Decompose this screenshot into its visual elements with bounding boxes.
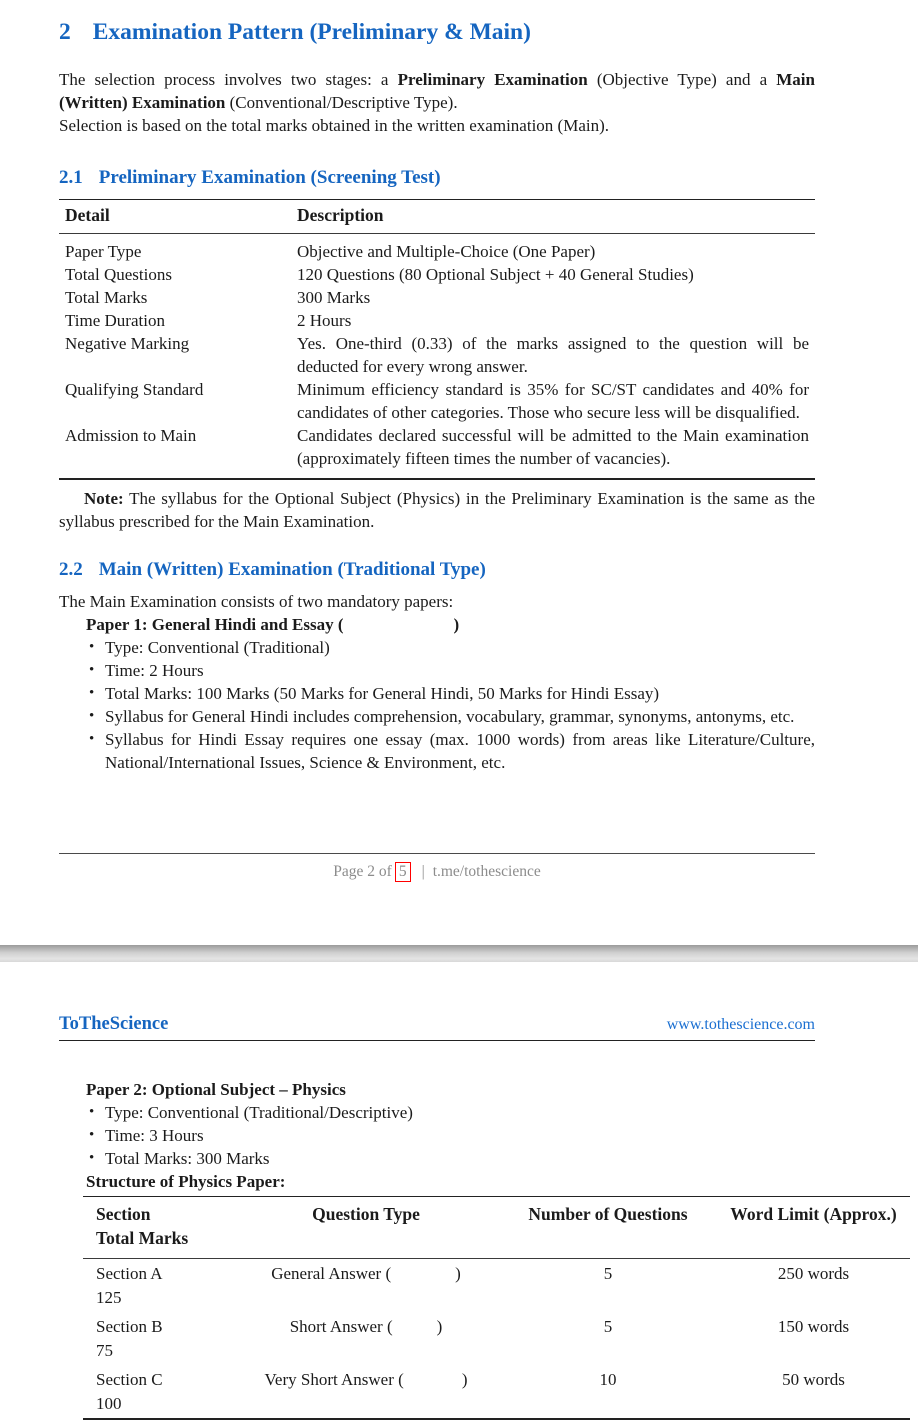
page-number-label: Page 2 of [333,863,392,880]
table-row [59,309,815,332]
word-limit-cell: 150 words [777,1317,850,1336]
table-row [59,424,815,479]
section-number: 2 [59,19,71,45]
question-type-cell [233,1259,499,1313]
table-row [59,286,815,309]
header-line1: Section [96,1204,151,1224]
bullet-item: • Time: 2 Hours [59,659,815,682]
section-marks: 75 [96,1341,113,1360]
paper2-bullet-list [59,1101,918,1170]
section-cell [83,1259,233,1313]
table-row [59,234,815,264]
description-cell: Yes. One-third (0.33) of the marks assigned to the question will be deducted for every wrong answer. [297,334,809,376]
subsection-title: Preliminary Examination (Screening Test) [98,167,441,188]
prelim-exam-table [59,199,815,480]
pdf-page-3 [0,962,918,1422]
question-type-close: ) [455,1264,461,1283]
page-footer [59,853,815,882]
main-exam-intro: The Main Examination consists of two mandatory papers: [59,592,454,611]
table-row [59,263,815,286]
description-cell: Objective and Multiple-Choice (One Paper) [297,242,596,261]
intro-text: (Objective Type) and a [587,70,777,89]
column-header-number-of-questions: Number of Questions [499,1197,717,1259]
structure-label: Structure of Physics Paper: [86,1172,286,1191]
num-questions-cell: 5 [603,1264,613,1283]
intro-bold-main: Main (Written) Examination [59,70,815,112]
table-row [83,1365,910,1419]
paper1-heading [59,613,815,636]
bullet-item: • Syllabus for Hindi Essay requires one essay (max. 1000 words) from areas like Literature/Culture, National/International Issues, Science & Environment, etc. [59,728,815,774]
detail-cell: Total Questions [65,265,172,284]
column-header-section [83,1197,233,1259]
word-limit-cell: 50 words [782,1370,845,1389]
website-link[interactable]: www.tothescience.com [666,1016,815,1033]
total-pages-link[interactable]: 5 [395,862,411,882]
subsection-title: Main (Written) Examination (Traditional Type) [98,559,486,580]
num-questions-cell: 5 [603,1317,613,1336]
section-name: Section B [96,1317,163,1336]
footer-separator: | [421,863,425,880]
bullet-item: • Time: 3 Hours [59,1124,918,1147]
intro-bold-prelim: Preliminary Examination [397,70,588,89]
column-header-detail: Detail [59,200,291,234]
description-cell: 300 Marks [297,288,371,307]
detail-cell: Qualifying Standard [65,380,204,399]
subsection-2-1-heading [59,165,815,190]
section-marks: 100 [96,1394,122,1413]
description-cell: Candidates declared successful will be admitted to the Main examination (approximately fifteen times the number of vacancies). [297,426,809,468]
word-limit-cell: 250 words [777,1264,850,1283]
detail-cell: Negative Marking [65,334,190,353]
detail-cell: Admission to Main [65,426,197,445]
question-type-text: General Answer ( [271,1264,392,1283]
table-row [83,1259,910,1313]
description-cell: 120 Questions (80 Optional Subject + 40 General Studies) [297,265,694,284]
table-row [59,332,815,378]
detail-cell: Total Marks [65,288,148,307]
section-heading [59,0,815,47]
intro-line2: Selection is based on the total marks obtained in the written examination (Main). [59,116,610,135]
intro-text: (Conventional/Descriptive Type). [225,93,458,112]
bullet-item: • Type: Conventional (Traditional/Descriptive) [59,1101,918,1124]
table-header-row [83,1197,910,1259]
intro-paragraph [59,68,815,137]
question-type-cell [233,1312,499,1365]
column-header-description: Description [291,200,815,234]
question-type-close: ) [436,1317,443,1336]
note-paragraph [59,487,815,533]
section-marks: 125 [96,1288,122,1307]
physics-structure-table [83,1196,910,1420]
subsection-number: 2.2 [59,559,83,580]
section-name: Section A [96,1264,163,1283]
detail-cell: Time Duration [65,311,165,330]
section-title: Examination Pattern (Preliminary & Main) [92,19,531,45]
table-row [59,378,815,424]
section-name: Section C [96,1370,163,1389]
brand-link[interactable]: ToTheScience [59,1014,169,1034]
column-header-word-limit: Word Limit (Approx.) [717,1197,910,1259]
description-cell: 2 Hours [297,311,352,330]
telegram-link[interactable]: t.me/tothescience [432,863,541,880]
section-cell [83,1365,233,1419]
paper2-heading: Paper 2: Optional Subject – Physics [86,1080,346,1099]
subsection-number: 2.1 [59,167,83,188]
note-label: Note: [84,489,124,508]
intro-text: The selection process involves two stages: a [59,70,398,89]
paper1-label-close: ) [453,615,460,634]
page-separator [0,945,918,962]
paper1-label: Paper 1: General Hindi and Essay ( [86,615,344,634]
question-type-text: Very Short Answer ( [264,1370,404,1389]
column-header-question-type: Question Type [233,1197,499,1259]
paper1-bullet-list [59,636,815,774]
bullet-item: • Type: Conventional (Traditional) [59,636,815,659]
num-questions-cell: 10 [599,1370,617,1389]
header-line2-total-marks: Total Marks [96,1228,189,1248]
detail-cell: Paper Type [65,242,142,261]
question-type-close: ) [461,1370,468,1389]
table-row [83,1312,910,1365]
question-type-cell [233,1365,499,1419]
bullet-item: • Total Marks: 300 Marks [59,1147,918,1170]
table-header-row [59,200,815,234]
description-cell: Minimum efficiency standard is 35% for SC/ST candidates and 40% for candidates of other categories. Those who secure less will be disqualified. [297,380,809,422]
note-text: The syllabus for the Optional Subject (Physics) in the Preliminary Examination is the same as the syllabus prescribed for the Main Examination. [59,489,815,531]
section-cell [83,1312,233,1365]
question-type-text: Short Answer ( [289,1317,393,1336]
page-header [59,962,815,1041]
subsection-2-2-heading [59,557,815,582]
bullet-item: • Total Marks: 100 Marks (50 Marks for General Hindi, 50 Marks for Hindi Essay) [59,682,815,705]
bullet-item: • Syllabus for General Hindi includes comprehension, vocabulary, grammar, synonyms, antonyms, etc. [59,705,815,728]
